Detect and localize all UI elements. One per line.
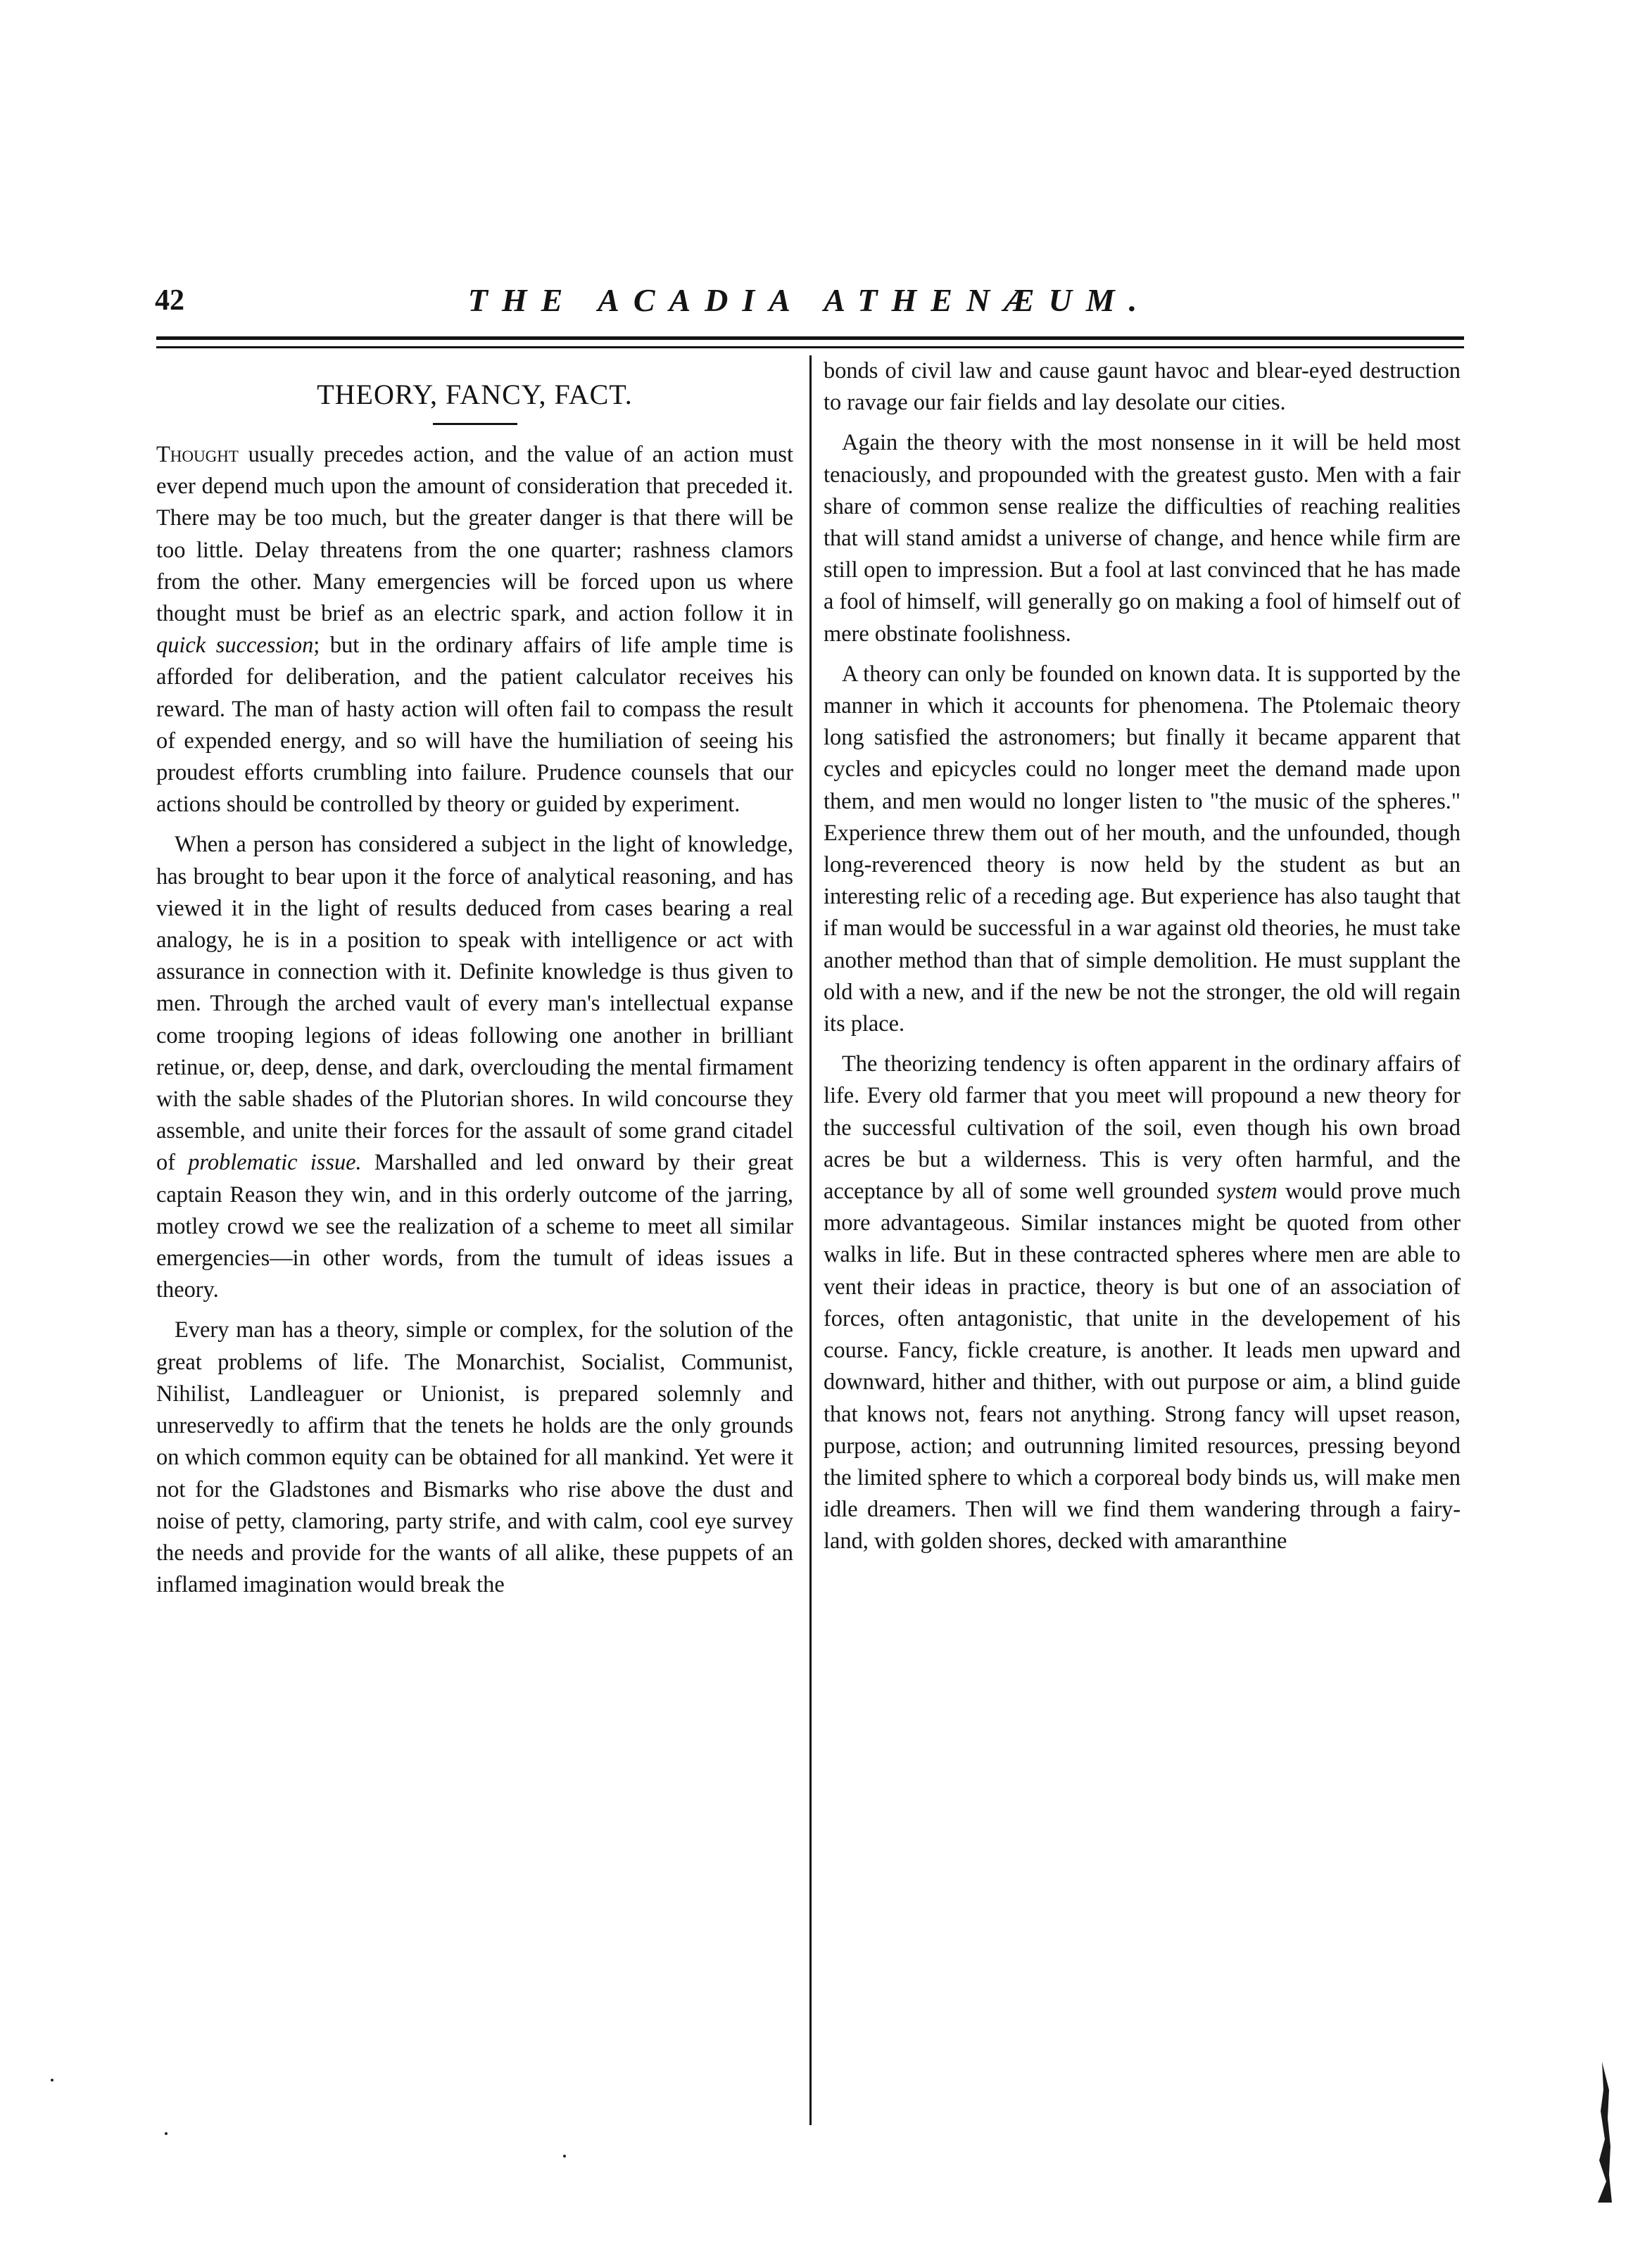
scan-speck [563, 2155, 566, 2158]
left-column [156, 355, 793, 1609]
paragraph-1-emphasis: quick succession [156, 633, 314, 659]
paragraph-6-text-b: would prove much more advantageous. Similar instances might be quoted from other walks in life. But in these contracted spheres where men are able to vent their ideas in practice, theory is but one of an association of forces, often antagonistic, that unite in the developement of his course. Fancy, fickle creature, is another. It leads men upward and downward, hither and thither, with out purpose or aim, a blind guide that knows not, fears not anything. Strong fancy will upset reason, purpose, action; and outrunning limited resources, pressing beyond the limited sphere to which a corporeal body binds us, will make men idle dreamers. Then will we find them wandering through a fairy-land, with golden shores, decked with amaranthine [824, 1179, 1461, 1554]
paragraph-1-text-b: ; but in the ordinary affairs of life ample time is afforded for deliberation, and the patient calculator receives his reward. The man of hasty action will often fail to compass the result of expended energy, and so will have the humiliation of seeing his proudest efforts crumbling into failure. Prudence counsels that our actions should be controlled by theory or guided by experiment. [156, 633, 793, 818]
paragraph-6-emphasis: system [1216, 1179, 1278, 1205]
header-rule-thick [156, 336, 1464, 340]
journal-title: THE ACADIA ATHENÆUM. [467, 282, 1152, 318]
paragraph-1 [156, 439, 793, 821]
article-title: THEORY, FANCY, FACT. [317, 379, 633, 410]
paragraph-1-text-a: usually precedes action, and the value of an action must ever depend much upon the amount of consideration that preceded it. There may be too much, but the greater danger is that there will be too little. Delay threatens from the one quarter; rashness clamors from the other. Many emergencies will be forced upon us where thought must be brief as an electric spark, and action follow it in [156, 442, 793, 627]
scan-margin-mark [1592, 2062, 1612, 2203]
paragraph-5: A theory can only be founded on known data. It is supported by the manner in which it accounts for phenomena. The Ptolemaic theory long satisfied the astronomers; but finally it became apparent that cycles and epicycles could no longer meet the demand made upon them, and men would no longer listen to "the music of the spheres." Experience threw them out of her mouth, and the unfounded, though long-reverenced theory is now held by the student as but an interesting relic of a receding age. But experience has also taught that if man would be successful in a war against old theories, he must take another method than that of simple demolition. He must supplant the old with a new, and if the new be not the stronger, the old will regain its place. [824, 661, 1461, 1037]
page-number: 42 [155, 284, 184, 317]
paragraph-2-emphasis: problematic issue. [188, 1150, 362, 1176]
lead-word: Thought [156, 442, 239, 467]
paragraph-4: Again the theory with the most nonsense in it will be held most tenaciously, and propounded with the greatest gusto. Men with a fair share of common sense realize the difficulties of reaching realities that will stand amidst a universe of change, and hence while firm are still open to impression. But a fool at last convinced that he has made a fool of himself, will generally go on making a fool of himself out of mere obstinate foolishness. [824, 430, 1461, 647]
paragraph-6 [824, 1049, 1461, 1557]
column-divider [809, 355, 812, 2125]
title-rule [433, 423, 517, 425]
scan-speck [165, 2132, 168, 2135]
paragraph-6-text-a: The theorizing tendency is often apparent in the ordinary affairs of life. Every old farmer that you meet will propound a new theory for the successful cultivation of the soil, even though his own broad acres be but a wilderness. This is very often harmful, and the acceptance by all of some well grounded [824, 1051, 1461, 1205]
paragraph-2 [156, 829, 793, 1306]
header-rule-thin [156, 346, 1464, 348]
paragraph-2-text-a: When a person has considered a subject in the light of knowledge, has brought to bear upon it the force of analytical reasoning, and has viewed it in the light of results deduced from cases bearing a real analogy, he is in a position to speak with intelligence or act with assurance in connection with it. Definite knowledge is thus given to men. Through the arched vault of every man's intellectual expanse come trooping legions of ideas following one another in brilliant retinue, or, deep, dense, and dark, overclouding the mental firmament with the sable shades of the Plutorian shores. In wild concourse they assemble, and unite their forces for the assault of some grand citadel of [156, 832, 793, 1176]
paragraph-2-text-b: Marshalled and led onward by their great captain Reason they win, and in this orderly outcome of the jarring, motley crowd we see the realization of a scheme to meet all similar emergencies—in other words, from the tumult of ideas issues a theory. [156, 1150, 793, 1303]
scan-speck [51, 2079, 53, 2082]
page-header [155, 276, 1464, 325]
right-column [824, 355, 1461, 1566]
paragraph-3: Every man has a theory, simple or complex, for the solution of the great problems of life. The Monarchist, Socialist, Communist, Nihilist, Landleaguer or Unionist, is prepared solemnly and unreservedly to affirm that the tenets he holds are the only grounds on which common equity can be obtained for all mankind. Yet were it not for the Gladstones and Bismarks who rise above the dust and noise of petty, clamoring, party strife, and with calm, cool eye survey the needs and provide for the wants of all alike, these puppets of an inflamed imagination would break the [156, 1317, 793, 1598]
paragraph-3-continued: bonds of civil law and cause gaunt havoc and blear-eyed destruction to ravage our fair fields and lay desolate our cities. [824, 358, 1461, 416]
